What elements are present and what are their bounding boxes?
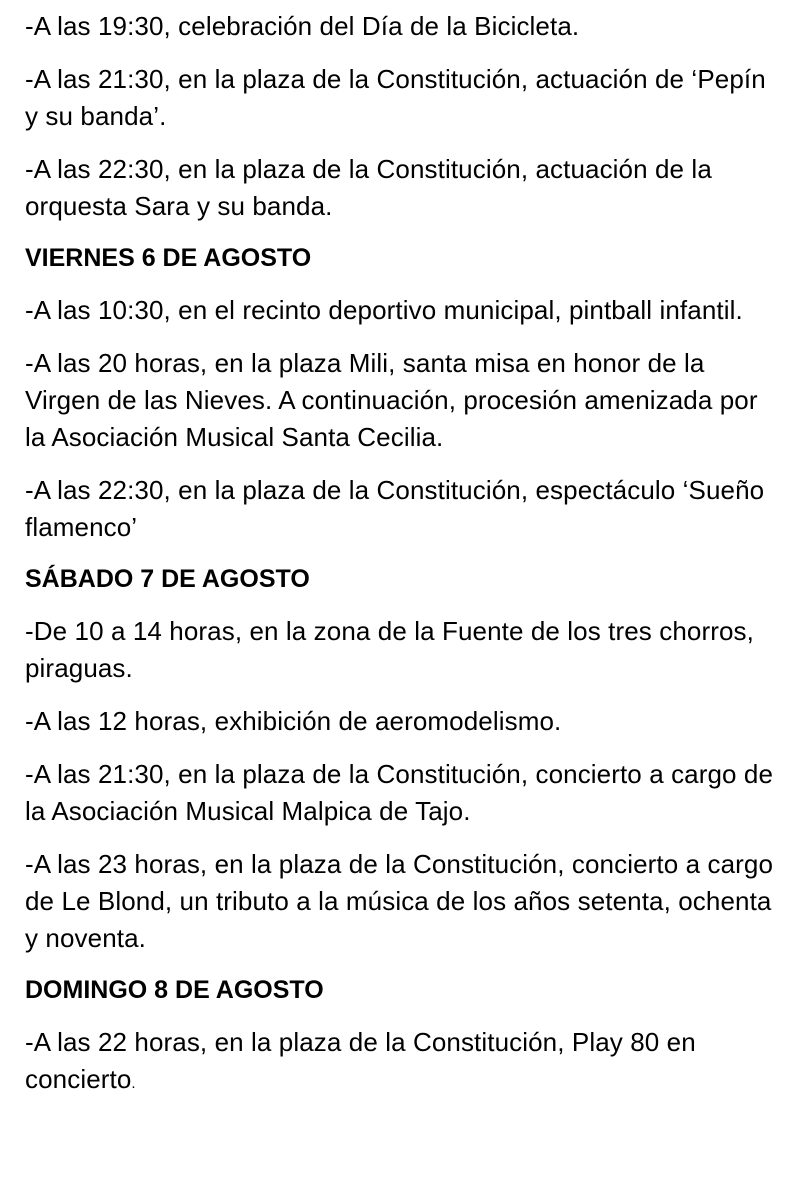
event-item: -A las 23 horas, en la plaza de la Constitución, concierto a cargo de Le Blond, un tributo a la música de los años setenta, ochenta y noventa. [25,849,774,953]
event-item-last [25,1024,785,1102]
event-program-document [25,0,785,1102]
event-item-text: -A las 22 horas, en la plaza de la Constitución, Play 80 en concierto [25,1027,696,1094]
event-item: -De 10 a 14 horas, en la zona de la Fuente de los tres chorros, piraguas. [25,616,754,683]
event-item: -A las 22:30, en la plaza de la Constitución, actuación de la orquesta Sara y su banda. [25,154,712,221]
event-item: -A las 19:30, celebración del Día de la Bicicleta. [25,11,580,41]
day-heading-friday: VIERNES 6 DE AGOSTO [25,244,312,272]
event-item: -A las 21:30, en la plaza de la Constitución, actuación de ‘Pepín y su banda’. [25,64,766,131]
day-heading-sunday: DOMINGO 8 DE AGOSTO [25,976,324,1004]
event-item: -A las 20 horas, en la plaza Mili, santa misa en honor de la Virgen de las Nieves. A continuación, procesión amenizada por la Asociación Musical Santa Cecilia. [25,348,758,452]
event-item: -A las 22:30, en la plaza de la Constitución, espectáculo ‘Sueño flamenco’ [25,475,765,542]
final-period: . [131,1075,136,1092]
event-item: -A las 12 horas, exhibición de aeromodelismo. [25,706,562,736]
day-heading-saturday: SÁBADO 7 DE AGOSTO [25,565,310,593]
event-item: -A las 21:30, en la plaza de la Constitución, concierto a cargo de la Asociación Musical Malpica de Tajo. [25,759,774,826]
event-item: -A las 10:30, en el recinto deportivo municipal, pintball infantil. [25,295,743,325]
